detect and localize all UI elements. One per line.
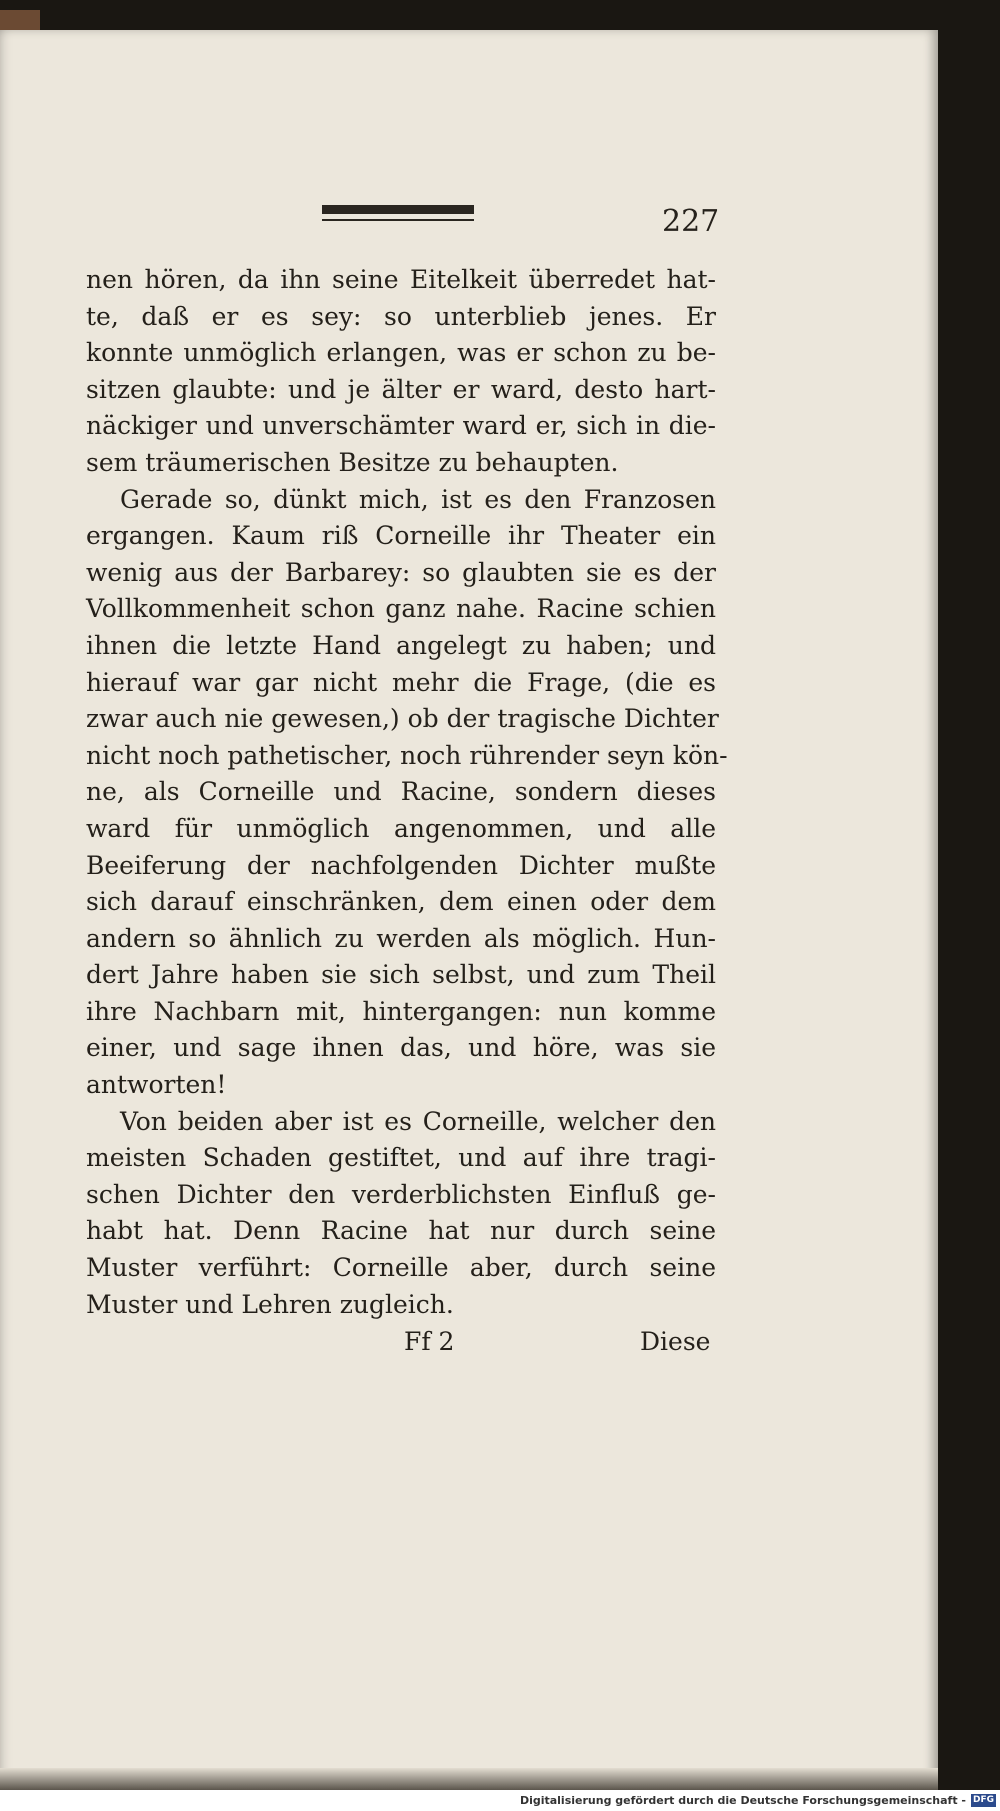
text-line: ihnen die letzte Hand angelegt zu haben; und	[86, 630, 716, 660]
text-line: te, daß er es sey: so unterblieb jenes. Er	[86, 301, 716, 331]
text-line: dert Jahre haben sie sich selbst, und zum Theil	[86, 960, 716, 990]
page-number: 227	[662, 204, 720, 239]
header-ornament-rule	[322, 205, 474, 214]
text-line: Muster und Lehren zugleich.	[86, 1289, 454, 1319]
text-line: Beeiferung der nachfolgenden Dichter mußte	[86, 850, 716, 880]
text-line: Gerade so, dünkt mich, ist es den Franzosen	[120, 484, 716, 514]
text-line: sem träumerischen Besitze zu behaupten.	[86, 447, 619, 477]
text-line: näckiger und unverschämter ward er, sich in die-	[86, 411, 716, 441]
text-line: habt hat. Denn Racine hat nur durch seine	[86, 1216, 716, 1246]
signature-mark: Ff 2	[404, 1327, 455, 1356]
text-line: antworten!	[86, 1070, 227, 1100]
text-line: ihre Nachbarn mit, hintergangen: nun komme	[86, 996, 716, 1026]
catchword: Diese	[640, 1327, 711, 1356]
footer-credit: Digitalisierung gefördert durch die Deutsche Forschungsgemeinschaft -	[519, 1794, 966, 1807]
text-line: Vollkommenheit schon ganz nahe. Racine schien	[86, 594, 716, 624]
text-line: ne, als Corneille und Racine, sondern dieses	[86, 777, 716, 807]
text-line: sich darauf einschränken, dem einen oder dem	[86, 887, 716, 917]
text-line: ergangen. Kaum riß Corneille ihr Theater ein	[86, 521, 716, 551]
text-line: wenig aus der Barbarey: so glaubten sie es der	[86, 557, 716, 587]
text-line: Von beiden aber ist es Corneille, welcher den	[120, 1106, 716, 1136]
header-thin-rule	[322, 219, 474, 221]
text-line: nicht noch pathetischer, noch rührender seyn kön-	[86, 740, 728, 770]
dfg-logo: DFG	[972, 1795, 994, 1805]
text-line: hierauf war gar nicht mehr die Frage, (die es	[86, 667, 716, 697]
text-line: meisten Schaden gestiftet, und auf ihre tragi-	[86, 1143, 716, 1173]
text-line: Muster verführt: Corneille aber, durch seine	[86, 1253, 716, 1283]
text-line: nen hören, da ihn seine Eitelkeit überredet hat-	[86, 265, 716, 294]
text-line: sitzen glaubte: und je älter er ward, desto hart-	[86, 374, 716, 404]
text-line: konnte unmöglich erlangen, was er schon zu be-	[86, 338, 716, 368]
text-line: schen Dichter den verderblichsten Einfluß ge-	[86, 1179, 716, 1209]
text-line: zwar auch nie gewesen,) ob der tragische Dichter	[86, 704, 719, 734]
body-text	[86, 262, 728, 1323]
text-line: einer, und sage ihnen das, und höre, was sie	[86, 1033, 716, 1063]
text-line: andern so ähnlich zu werden als möglich. Hun-	[86, 923, 716, 953]
text-line: ward für unmöglich angenommen, und alle	[86, 813, 716, 843]
